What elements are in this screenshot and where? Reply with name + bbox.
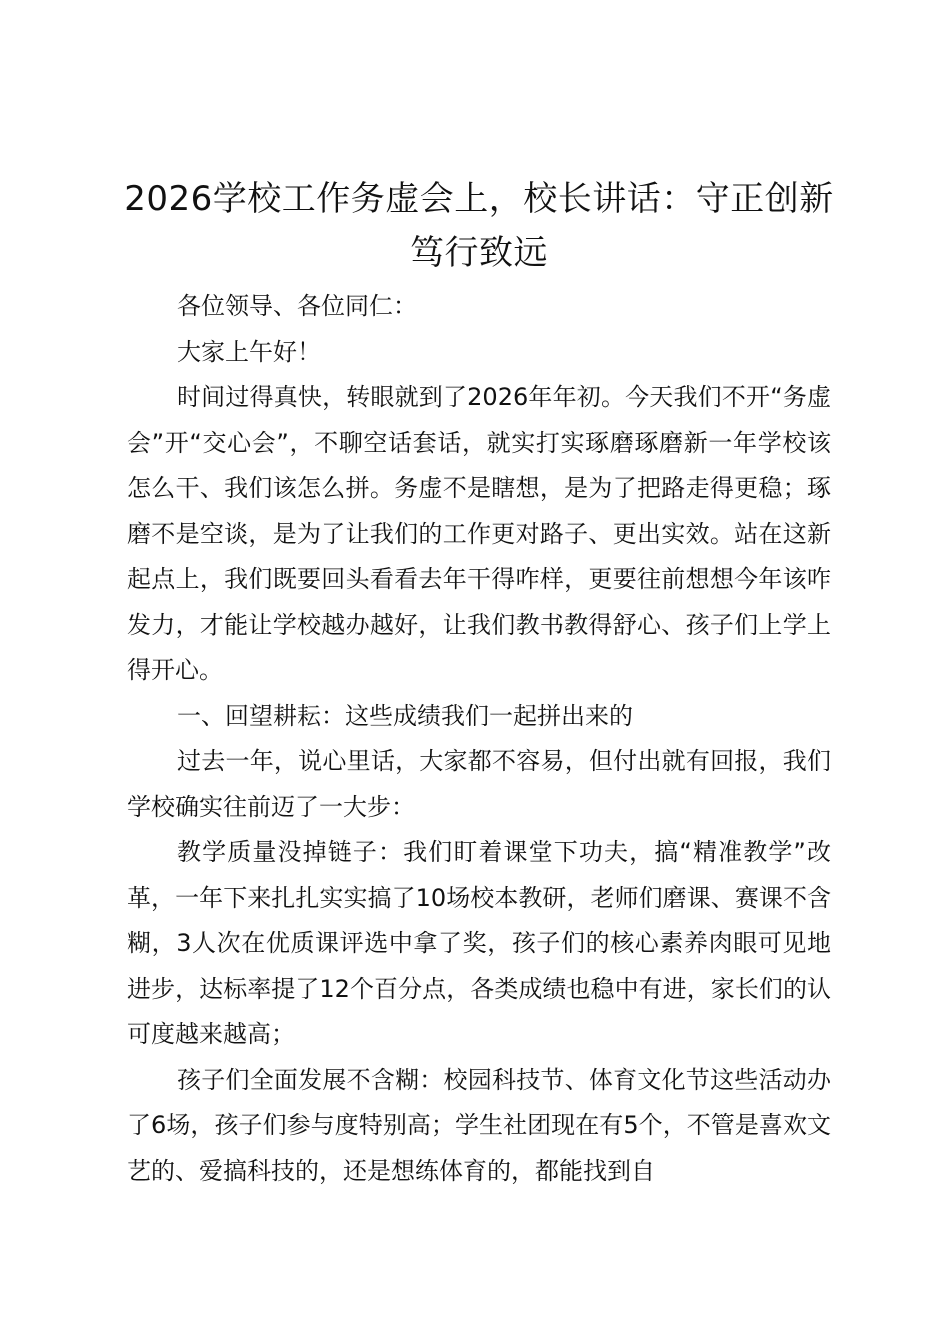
- document-body: [127, 284, 831, 1194]
- section-heading-1: 一、回望耕耘：这些成绩我们一起拼出来的: [177, 701, 633, 730]
- paragraph-teaching-quality: 教学质量没掉链子：我们盯着课堂下功夫，搞“精准教学”改革，一年下来扎扎实实搞了10场校本教研，老师们磨课、赛课不含糊，3人次在优质课评选中拿了奖，孩子们的核心素养肉眼可见地进步，达标率提了12个百分点，各类成绩也稳中有进，家长们的认可度越来越高；: [127, 838, 831, 1048]
- paragraph-student-development: 孩子们全面发展不含糊：校园科技节、体育文化节这些活动办了6场，孩子们参与度特别高；学生社团现在有5个，不管是喜欢文艺的、爱搞科技的，还是想练体育的，都能找到自: [127, 1065, 831, 1185]
- paragraph-review: 过去一年，说心里话，大家都不容易，但付出就有回报，我们学校确实往前迈了一大步：: [127, 747, 831, 821]
- document-title: 2026学校工作务虚会上，校长讲话：守正创新 笃行致远: [124, 179, 834, 273]
- paragraph-salutation: 各位领导、各位同仁：: [177, 292, 417, 320]
- paragraph-greeting: 大家上午好！: [177, 337, 321, 366]
- document-page: [124, 172, 834, 1194]
- paragraph-intro: 时间过得真快，转眼就到了2026年年初。今天我们不开“务虚会”开“交心会”，不聊空话套话，就实打实琢磨琢磨新一年学校该怎么干、我们该怎么拼。务虚不是瞎想，是为了把路走得更稳；琢磨不是空谈，是为了让我们的工作更对路子、更出实效。站在这新起点上，我们既要回头看看去年干得咋样，更要往前想想今年该咋发力，才能让学校越办越好，让我们教书教得舒心、孩子们上学上得开心。: [127, 383, 831, 684]
